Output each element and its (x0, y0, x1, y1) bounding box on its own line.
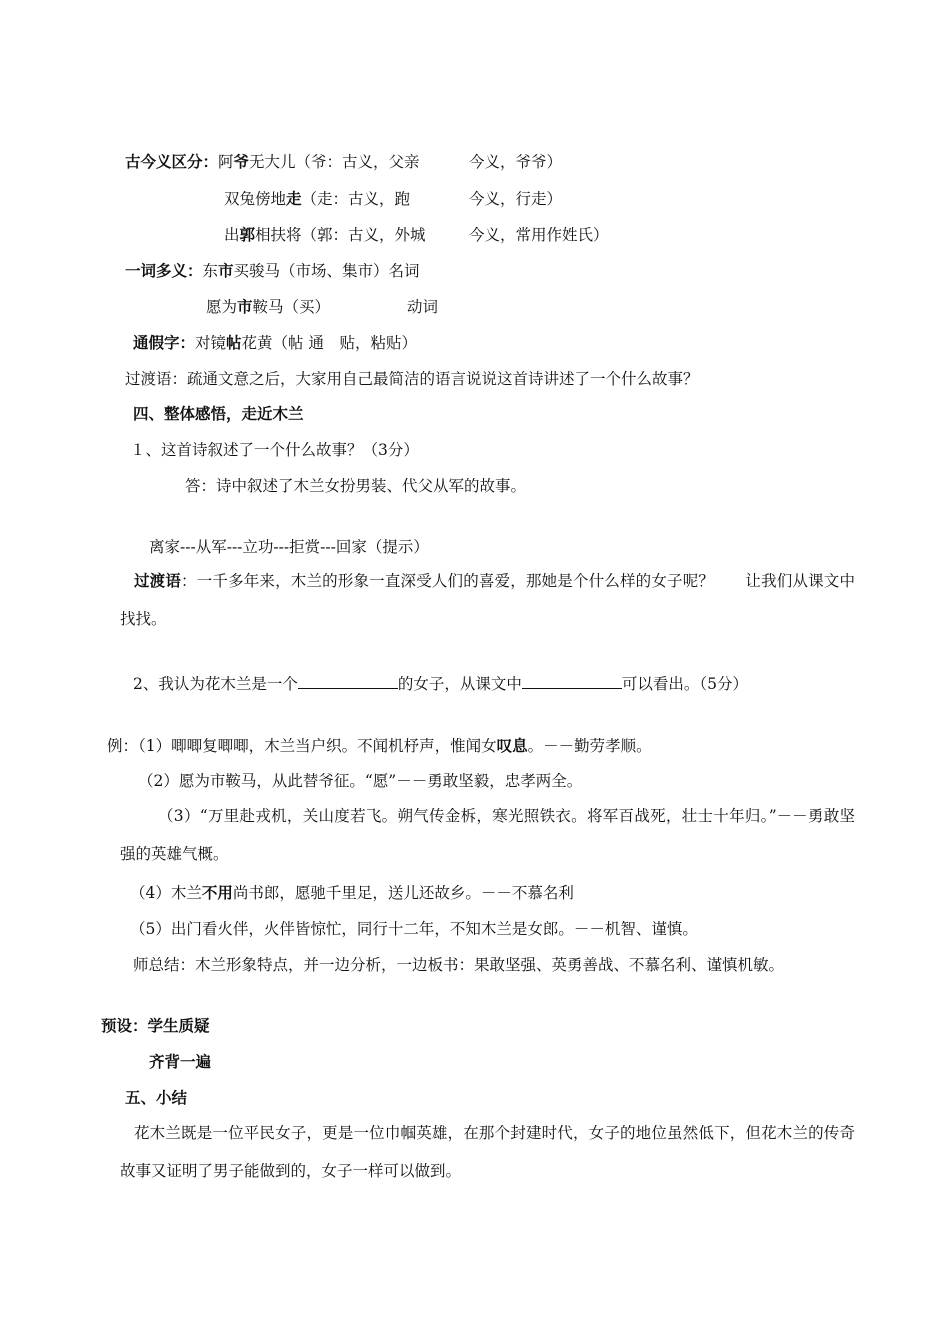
recite: 齐背一遍 (149, 1052, 212, 1071)
hint: 离家---从军---立功---拒赏---回家（提示） (149, 538, 429, 556)
gujin-row-3-modern: 今义，常用作姓氏） (469, 226, 609, 244)
text: 2、我认为花木兰是一个 (133, 675, 298, 693)
question-1: １、这首诗叙述了一个什么故事？（3分） (130, 441, 419, 459)
gujin-label: 古今义区分： (125, 152, 219, 171)
keyword: 爷 (233, 152, 250, 171)
transition-1: 过渡语：疏通文意之后，大家用自己最简洁的语言说说这首诗讲述了一个什么故事？ (125, 370, 699, 388)
text: 尚书郎，愿驰千里足，送儿还故乡。－－不慕名利 (232, 884, 574, 902)
gujin-row-2 (224, 189, 410, 209)
example-2: （2）愿为市鞍马，从此替爷征。“愿”－－勇敢坚毅，忠孝两全。 (138, 772, 583, 790)
example-1 (107, 736, 652, 756)
section-4-heading: 四、整体感悟，走近木兰 (133, 404, 304, 423)
preset: 预设：学生质疑 (101, 1016, 210, 1035)
gujin-row-1-modern: 今义，爷爷） (469, 153, 563, 171)
example-5: （5）出门看火伴，火伴皆惊忙，同行十二年，不知木兰是女郎。－－机智、谨慎。 (130, 920, 698, 938)
text: 例：（1）唧唧复唧唧，木兰当户织。不闻机杼声，惟闻女 (107, 737, 497, 755)
transition-2 (120, 562, 855, 638)
text: 无大儿（爷：古义，父亲 (249, 153, 420, 171)
text: 出 (224, 226, 240, 244)
answer-blank-1[interactable] (298, 674, 398, 689)
keyword: 叹息 (496, 736, 528, 755)
text: （4）木兰 (130, 884, 202, 902)
keyword: 帖 (226, 333, 242, 352)
conclusion: 花木兰既是一位平民女子，更是一位巾帼英雄，在那个封建时代，女子的地位虽然低下，但花木兰的传奇故事又证明了男子能做到的，女子一样可以做到。 (120, 1124, 855, 1180)
text: 对镜 (195, 334, 227, 352)
text: 买骏马（市场、集市）名词 (233, 262, 420, 280)
text: 。－－勤劳孝顺。 (527, 737, 652, 755)
example-4 (130, 883, 574, 903)
duoyi-row-2-pos: 动词 (407, 298, 439, 316)
keyword: 市 (218, 261, 234, 280)
text: 花黄（帖 通 贴，粘贴） (241, 334, 417, 352)
keyword: 郭 (239, 225, 256, 244)
transition-2-text: ：一千多年来，木兰的形象一直深受人们的喜爱，那她是个什么样的女子呢？ 让我们从课文中找找。 (120, 572, 855, 628)
answer-1: 答：诗中叙述了木兰女扮男装、代父从军的故事。 (185, 477, 527, 495)
tongjia-label: 通假字： (133, 333, 196, 352)
text: 可以看出。（5分） (621, 675, 749, 693)
question-2 (133, 674, 748, 694)
teacher-summary: 师总结：木兰形象特点，并一边分析，一边板书：果敢坚强、英勇善战、不慕名利、谨慎机敏。 (133, 956, 785, 974)
answer-blank-2[interactable] (522, 674, 622, 689)
text: 相扶将（郭：古义，外城 (255, 226, 426, 244)
gujin-row-1 (125, 152, 420, 172)
keyword: 市 (237, 297, 253, 316)
duoyi-label: 一词多义： (125, 261, 203, 280)
gujin-row-3 (224, 225, 426, 245)
text: 的女子，从课文中 (397, 675, 522, 693)
transition-2-label: 过渡语 (134, 571, 182, 590)
duoyi-row-1 (125, 261, 420, 281)
text: 双兔傍地 (224, 190, 287, 208)
keyword: 走 (286, 189, 302, 208)
keyword: 不用 (201, 883, 233, 902)
text: 阿 (218, 153, 234, 171)
gujin-row-2-modern: 今义，行走） (469, 190, 563, 208)
text: 东 (202, 262, 219, 280)
duoyi-row-2 (206, 297, 330, 317)
text: （走：古义，跑 (301, 190, 411, 208)
example-3: （3）“万里赴戎机，关山度若飞。朔气传金柝，寒光照铁衣。将军百战死，壮士十年归。”－－勇敢坚强的英雄气概。 (120, 807, 855, 863)
tongjia-row (133, 333, 417, 353)
section-5-heading: 五、小结 (125, 1088, 188, 1107)
text: 愿为 (206, 298, 238, 316)
text: 鞍马（买） (252, 298, 331, 316)
